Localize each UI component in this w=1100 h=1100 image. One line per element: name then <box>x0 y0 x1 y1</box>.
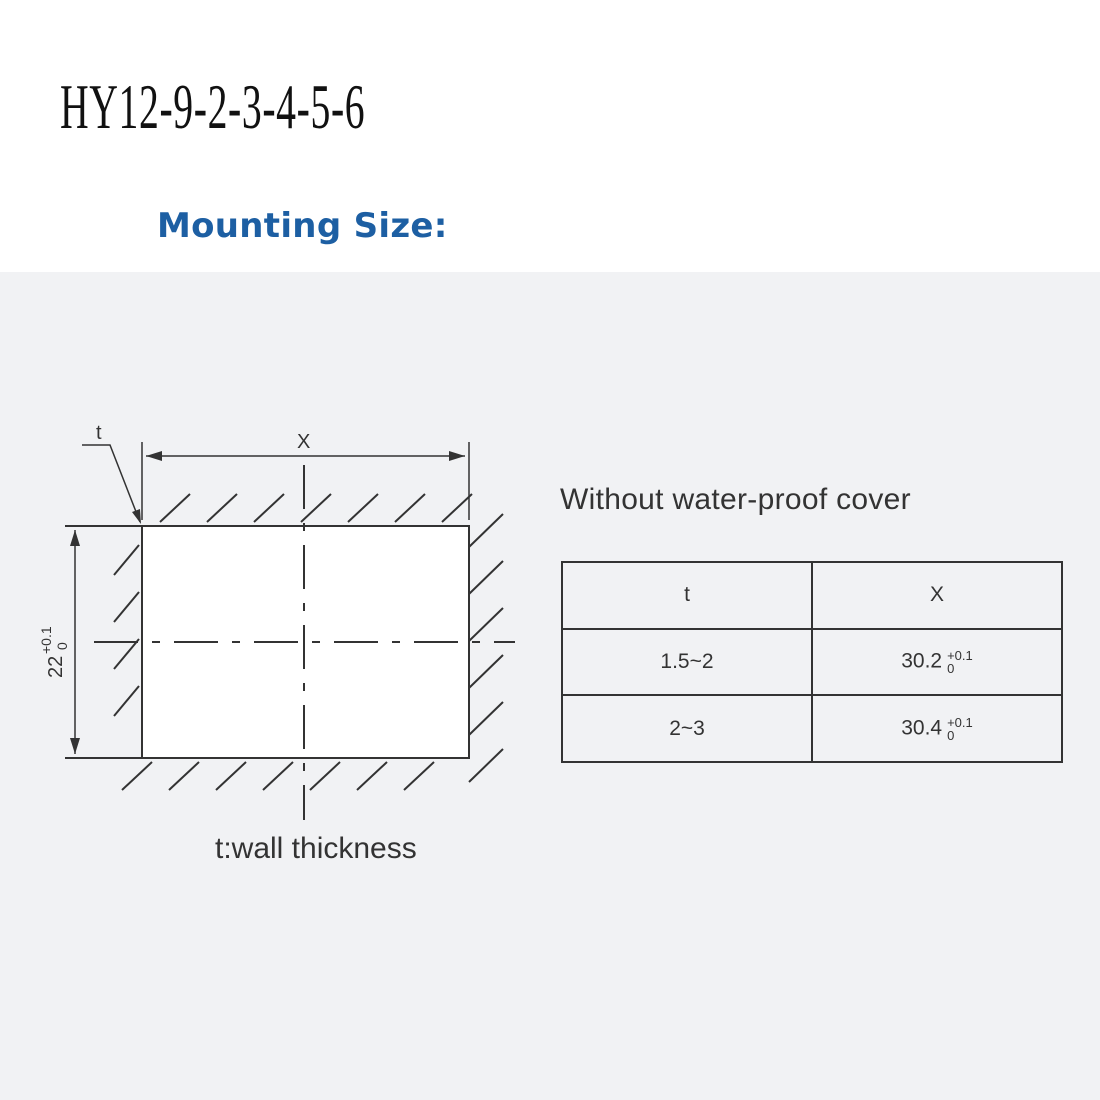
cell-x <box>812 629 1062 696</box>
tol-lower: 0 <box>947 660 955 676</box>
hatch-stroke <box>469 608 503 641</box>
hatch-stroke <box>114 686 139 716</box>
hatch-stroke <box>114 639 139 669</box>
height-value: 22 <box>45 655 67 678</box>
model-number: HY12-9-2-3-4-5-6 <box>60 71 366 142</box>
hatch-stroke <box>207 494 237 522</box>
height-dimension-label <box>38 626 70 678</box>
x-value: 30.4 <box>901 716 943 740</box>
t-leader-arrow <box>132 509 141 524</box>
x-value: 30.2 <box>901 649 943 673</box>
x-arrow-left <box>146 451 162 461</box>
hatch-stroke <box>114 592 139 622</box>
tol-upper: +0.1 <box>947 714 973 730</box>
mounting-size-title: Mounting Size: <box>157 206 448 246</box>
x-label: X <box>297 431 311 453</box>
hatch-stroke <box>216 762 246 790</box>
hatch-stroke <box>348 494 378 522</box>
hatch-stroke <box>395 494 425 522</box>
hatch-stroke <box>169 762 199 790</box>
t-leader-line <box>82 445 140 522</box>
spec-table-header-row <box>562 562 1062 629</box>
hatch-stroke <box>469 702 503 735</box>
hatch-stroke <box>442 494 472 522</box>
hatch-stroke <box>122 762 152 790</box>
table-row <box>562 695 1062 762</box>
tol-upper: +0.1 <box>947 647 973 663</box>
hatch-stroke <box>469 514 503 547</box>
x-tolerance <box>947 649 973 675</box>
hatch-stroke <box>254 494 284 522</box>
x-tolerance <box>947 716 973 742</box>
cell-x <box>812 695 1062 762</box>
hatch-stroke <box>160 494 190 522</box>
height-arrow-top <box>70 530 80 546</box>
hatch-stroke <box>404 762 434 790</box>
hatch-stroke <box>263 762 293 790</box>
spec-table-title: Without water-proof cover <box>560 483 911 516</box>
hatch-stroke <box>114 545 139 575</box>
hatch-stroke <box>469 655 503 688</box>
hatch-stroke <box>310 762 340 790</box>
tol-lower: 0 <box>947 727 955 743</box>
height-tol-lower: 0 <box>54 642 70 650</box>
spec-table <box>561 561 1063 763</box>
hatch-stroke <box>469 749 503 782</box>
hatch-stroke <box>357 762 387 790</box>
hatch-stroke <box>469 561 503 594</box>
table-row <box>562 629 1062 696</box>
x-arrow-right <box>449 451 465 461</box>
wall-thickness-caption: t:wall thickness <box>215 832 417 865</box>
height-tol-upper: +0.1 <box>38 626 54 654</box>
hatch-stroke <box>301 494 331 522</box>
height-arrow-bottom <box>70 738 80 754</box>
t-label: t <box>96 422 102 444</box>
cell-t: 2~3 <box>562 695 812 762</box>
header-t: t <box>562 562 812 629</box>
cell-t: 1.5~2 <box>562 629 812 696</box>
header-x: X <box>812 562 1062 629</box>
